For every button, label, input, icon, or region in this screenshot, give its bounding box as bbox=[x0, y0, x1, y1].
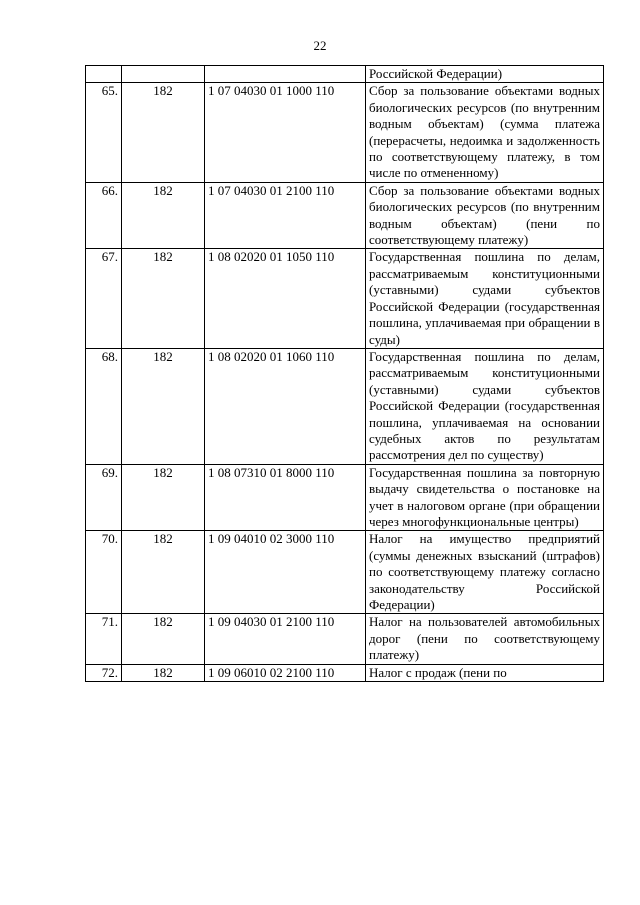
admin-code-cell bbox=[122, 66, 205, 83]
description-cell: Налог на имущество предприятий (суммы денежных взысканий (штрафов) по соответствующему платежу согласно законодательству Российской Федерации) bbox=[366, 531, 604, 614]
row-number-cell: 68. bbox=[86, 348, 122, 464]
budget-code-cell: 1 07 04030 01 1000 110 bbox=[205, 83, 366, 182]
budget-code-cell: 1 08 02020 01 1060 110 bbox=[205, 348, 366, 464]
description-cell: Сбор за пользование объектами водных биологических ресурсов (по внутренним водным объектам) (пени по соответствующему платежу) bbox=[366, 182, 604, 249]
budget-code-cell: 1 09 06010 02 2100 110 bbox=[205, 664, 366, 681]
admin-code-cell: 182 bbox=[122, 664, 205, 681]
table-row bbox=[86, 348, 604, 464]
admin-code-cell: 182 bbox=[122, 614, 205, 664]
row-number-cell: 72. bbox=[86, 664, 122, 681]
table-row bbox=[86, 614, 604, 664]
row-number-cell: 66. bbox=[86, 182, 122, 249]
admin-code-cell: 182 bbox=[122, 182, 205, 249]
table-row bbox=[86, 664, 604, 681]
description-cell: Сбор за пользование объектами водных биологических ресурсов (по внутренним водным объектам) (сумма платежа (перерасчеты, недоимка и задолженность по соответствующему платежу, в том числе по отмененному) bbox=[366, 83, 604, 182]
description-cell: Государственная пошлина за повторную выдачу свидетельства о постановке на учет в налоговом органе (при обращении через многофункциональные центры) bbox=[366, 464, 604, 531]
budget-code-cell: 1 09 04030 01 2100 110 bbox=[205, 614, 366, 664]
table-row bbox=[86, 249, 604, 348]
description-cell: Российской Федерации) bbox=[366, 66, 604, 83]
row-number-cell bbox=[86, 66, 122, 83]
budget-code-cell: 1 08 07310 01 8000 110 bbox=[205, 464, 366, 531]
description-cell: Налог на пользователей автомобильных дорог (пени по соответствующему платежу) bbox=[366, 614, 604, 664]
table-row bbox=[86, 182, 604, 249]
revenue-codes-table bbox=[85, 65, 604, 682]
row-number-cell: 70. bbox=[86, 531, 122, 614]
description-cell: Государственная пошлина по делам, рассматриваемым конституционными (уставными) судами субъектов Российской Федерации (государственная пошлина, уплачиваемая на основании судебных актов по результатам рассмотрения дел по существу) bbox=[366, 348, 604, 464]
admin-code-cell: 182 bbox=[122, 348, 205, 464]
row-number-cell: 65. bbox=[86, 83, 122, 182]
admin-code-cell: 182 bbox=[122, 249, 205, 348]
page-number: 22 bbox=[313, 38, 327, 53]
budget-code-cell: 1 07 04030 01 2100 110 bbox=[205, 182, 366, 249]
budget-code-cell: 1 09 04010 02 3000 110 bbox=[205, 531, 366, 614]
table-row bbox=[86, 531, 604, 614]
description-cell: Государственная пошлина по делам, рассматриваемым конституционными (уставными) судами субъектов Российской Федерации (государственная пошлина, уплачиваемая при обращении в суды) bbox=[366, 249, 604, 348]
admin-code-cell: 182 bbox=[122, 531, 205, 614]
budget-code-cell bbox=[205, 66, 366, 83]
row-number-cell: 71. bbox=[86, 614, 122, 664]
table-row bbox=[86, 83, 604, 182]
row-number-cell: 69. bbox=[86, 464, 122, 531]
row-number-cell: 67. bbox=[86, 249, 122, 348]
description-cell: Налог с продаж (пени по bbox=[366, 664, 604, 681]
admin-code-cell: 182 bbox=[122, 464, 205, 531]
table-row bbox=[86, 464, 604, 531]
budget-code-cell: 1 08 02020 01 1050 110 bbox=[205, 249, 366, 348]
table-row-continuation bbox=[86, 66, 604, 83]
admin-code-cell: 182 bbox=[122, 83, 205, 182]
